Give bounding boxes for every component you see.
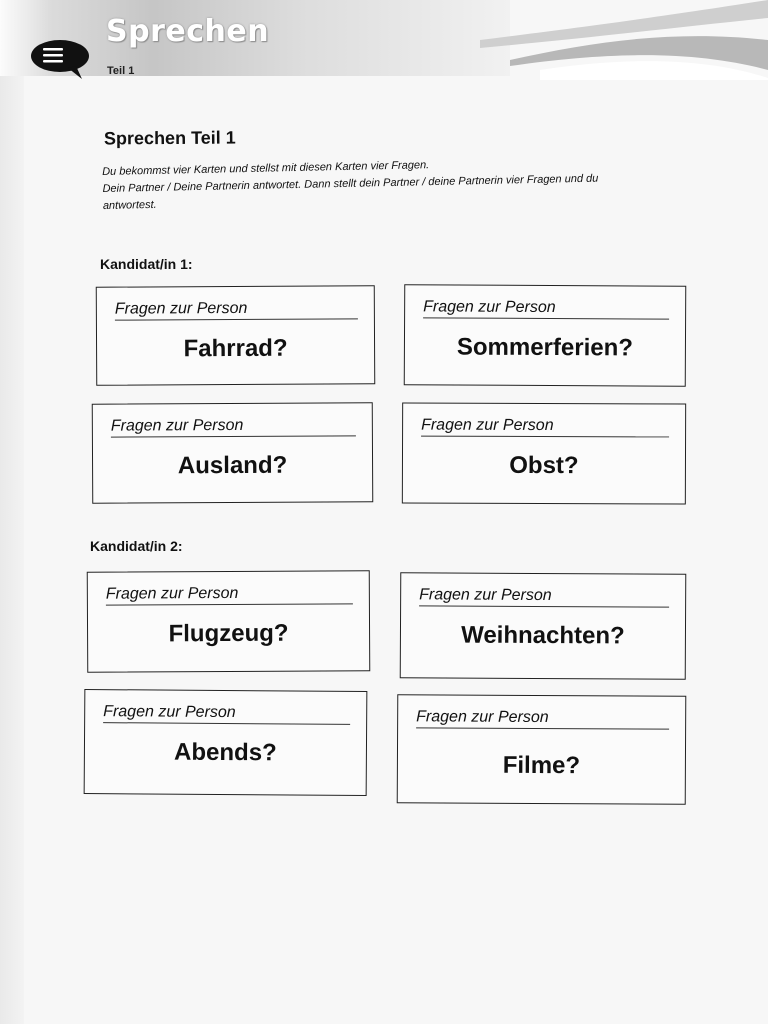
instruction-line: antwortest. xyxy=(102,198,157,212)
card-keyword: Flugzeug? xyxy=(168,619,289,648)
card-heading: Fragen zur Person xyxy=(416,707,669,729)
question-card xyxy=(404,284,687,386)
instruction-line: Dein Partner / Deine Partnerin antwortet. Dann stellt dein Partner / deine Partnerin vier Fragen und du xyxy=(102,172,599,195)
card-keyword: Abends? xyxy=(173,738,277,767)
card-keyword: Obst? xyxy=(509,451,579,480)
card-keyword: Sommerferien? xyxy=(456,333,634,362)
card-keyword: Weihnachten? xyxy=(461,621,625,650)
question-card xyxy=(402,403,686,505)
candidate-2-label: Kandidat/in 2: xyxy=(90,538,183,554)
card-heading: Fragen zur Person xyxy=(106,583,353,605)
speech-bubble-icon xyxy=(30,38,92,80)
page-gutter xyxy=(0,0,24,1024)
header-swoosh-graphic xyxy=(480,0,768,80)
card-heading: Fragen zur Person xyxy=(111,415,356,437)
card-heading: Fragen zur Person xyxy=(419,585,669,607)
card-heading: Fragen zur Person xyxy=(421,416,669,438)
card-keyword: Filme? xyxy=(502,751,581,780)
chapter-subtitle: Teil 1 xyxy=(107,65,135,77)
card-keyword: Ausland? xyxy=(177,451,288,480)
question-card xyxy=(87,570,371,672)
chapter-title: Sprechen xyxy=(106,14,270,49)
question-card xyxy=(84,689,368,796)
question-card xyxy=(92,402,374,503)
candidate-1-label: Kandidat/in 1: xyxy=(100,256,193,272)
card-heading: Fragen zur Person xyxy=(103,702,350,725)
card-keyword: Fahrrad? xyxy=(183,334,288,363)
instruction-line: Du bekommst vier Karten und stellst mit diesen Karten vier Fragen. xyxy=(102,159,430,178)
chapter-header xyxy=(0,0,768,82)
card-heading: Fragen zur Person xyxy=(115,298,358,320)
instructions xyxy=(102,152,693,215)
question-card xyxy=(400,572,687,679)
question-card xyxy=(397,694,687,805)
card-heading: Fragen zur Person xyxy=(423,297,669,319)
section-title: Sprechen Teil 1 xyxy=(103,127,236,149)
question-card xyxy=(96,285,376,385)
